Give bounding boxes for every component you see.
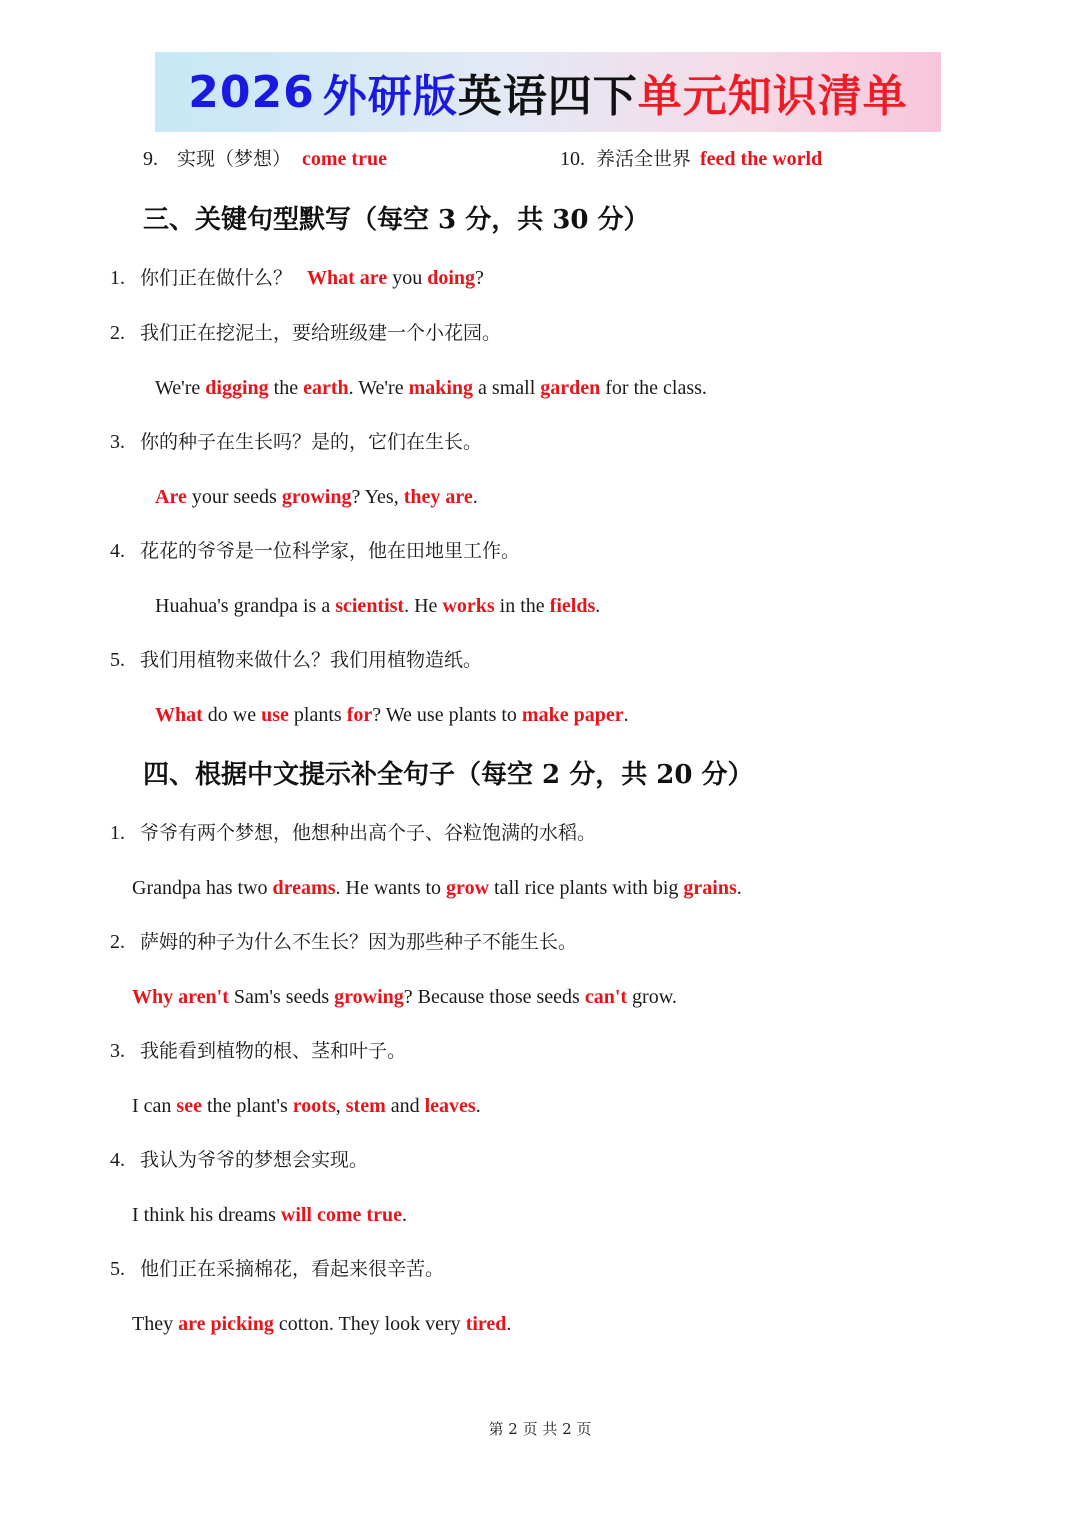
s4-item-3-answer (132, 1093, 481, 1119)
item-chinese: 我们用植物来做什么？我们用植物造纸。 (140, 649, 483, 671)
s3-item-4-prompt (110, 538, 520, 564)
item-number: 4. (110, 1149, 125, 1171)
answer-text: . (736, 877, 742, 899)
answer-text: a small (473, 377, 541, 399)
vocab-english: feed the world (700, 148, 823, 170)
banner-edition: 外研版 (322, 71, 458, 122)
item-chinese: 萨姆的种子为什么不生长？因为那些种子不能生长。 (140, 931, 578, 953)
s3-item-3-prompt (110, 429, 482, 455)
answer-text: . (623, 704, 629, 726)
item-number: 5. (110, 649, 125, 671)
section4-heading: 四、根据中文提示补全句子（每空 2 分，共 20 分） (143, 760, 754, 790)
title-banner (155, 52, 941, 132)
item-number: 4. (110, 540, 125, 562)
answer-fill: make paper (521, 704, 624, 726)
s4-item-2-prompt (110, 929, 577, 955)
s4-item-1-prompt (110, 820, 596, 846)
answer-fill: dreams (272, 877, 336, 899)
answer-fill: growing (281, 486, 352, 508)
s4-item-4-answer (132, 1202, 407, 1228)
answer-text: . (401, 1204, 407, 1226)
answer-fill: tired (465, 1313, 507, 1335)
vocab-number: 9. (143, 148, 158, 170)
item-number: 1. (110, 267, 125, 289)
answer-fill: Are (155, 486, 187, 508)
answer-fill: grow (446, 877, 490, 899)
item-number: 2. (110, 322, 125, 344)
answer-text: ? We use plants to (372, 704, 522, 726)
answer-text: and (385, 1095, 425, 1117)
s4-item-4-prompt (110, 1147, 368, 1173)
answer-text: . He (404, 595, 443, 617)
answer-text: Grandpa has two (132, 877, 273, 899)
item-answer (307, 267, 484, 289)
answer-fill: for (346, 704, 373, 726)
answer-fill: doing (427, 267, 476, 289)
answer-text: plants (288, 704, 347, 726)
answer-fill: earth (303, 377, 349, 399)
item-chinese: 他们正在采摘棉花，看起来很辛苦。 (140, 1258, 445, 1280)
answer-text: , (335, 1095, 346, 1117)
item-number: 1. (110, 822, 125, 844)
vocab-chinese: 实现（梦想） (177, 148, 292, 170)
answer-text: . (472, 486, 478, 508)
s3-item-5-prompt (110, 647, 482, 673)
answer-fill: garden (540, 377, 601, 399)
answer-text: the (268, 377, 304, 399)
section3-heading: 三、关键句型默写（每空 3 分，共 30 分） (143, 205, 650, 235)
answer-text: . We're (348, 377, 409, 399)
s3-item-1-prompt (110, 265, 484, 291)
item-number: 3. (110, 431, 125, 453)
answer-fill: What (155, 704, 203, 726)
item-chinese: 我们正在挖泥土，要给班级建一个小花园。 (140, 322, 502, 344)
item-chinese: 爷爷有两个梦想，他想种出高个子、谷粒饱满的水稻。 (140, 822, 597, 844)
answer-text: you (387, 267, 428, 289)
answer-fill: digging (205, 377, 269, 399)
item-number: 5. (110, 1258, 125, 1280)
vocab-item-9 (143, 146, 387, 172)
answer-text: Huahua's grandpa is a (155, 595, 336, 617)
answer-text: ? Because those seeds (403, 986, 585, 1008)
answer-text: . He wants to (335, 877, 447, 899)
answer-text: I can (132, 1095, 177, 1117)
item-chinese: 我认为爷爷的梦想会实现。 (140, 1149, 369, 1171)
answer-fill: leaves (424, 1095, 476, 1117)
answer-fill: Why aren't (132, 986, 229, 1008)
answer-fill: making (408, 377, 474, 399)
s3-item-4-answer (155, 593, 600, 619)
answer-fill: can't (584, 986, 628, 1008)
vocab-number: 10. (560, 148, 585, 170)
vocab-english: come true (302, 148, 387, 170)
answer-text: your seeds (186, 486, 282, 508)
s4-item-1-answer (132, 875, 742, 901)
answer-text: cotton. They look very (273, 1313, 466, 1335)
s3-item-5-answer (155, 702, 629, 728)
answer-fill: use (261, 704, 289, 726)
answer-text: Sam's seeds (228, 986, 335, 1008)
answer-text: I think his dreams (132, 1204, 281, 1226)
answer-text: ? (475, 267, 484, 289)
answer-text: for the class. (600, 377, 707, 399)
answer-text: . (506, 1313, 512, 1335)
banner-subject: 英语四下 (457, 71, 638, 122)
s3-item-2-prompt (110, 320, 501, 346)
answer-fill: roots (292, 1095, 336, 1117)
banner-topic: 单元知识清单 (637, 71, 908, 122)
item-number: 3. (110, 1040, 125, 1062)
vocab-chinese: 养活全世界 (596, 148, 692, 170)
answer-fill: What are (307, 267, 388, 289)
answer-fill: grains (683, 877, 737, 899)
s4-item-5-answer (132, 1311, 511, 1337)
s4-item-2-answer (132, 984, 677, 1010)
answer-fill: growing (334, 986, 404, 1008)
answer-fill: see (176, 1095, 202, 1117)
answer-text: do we (202, 704, 262, 726)
s4-item-5-prompt (110, 1256, 444, 1282)
answer-text: We're (155, 377, 206, 399)
s4-item-3-prompt (110, 1038, 406, 1064)
answer-text: in the (494, 595, 550, 617)
page-footer: 第 2 页 共 2 页 (488, 1420, 592, 1438)
answer-fill: fields (549, 595, 596, 617)
vocab-item-10 (560, 146, 822, 172)
answer-fill: are picking (178, 1313, 274, 1335)
answer-fill: works (442, 595, 495, 617)
answer-fill: will come true (280, 1204, 402, 1226)
item-chinese: 你的种子在生长吗？是的，它们在生长。 (140, 431, 483, 453)
answer-text: tall rice plants with big (489, 877, 684, 899)
answer-text: . (595, 595, 601, 617)
answer-text: ? Yes, (351, 486, 404, 508)
s3-item-3-answer (155, 484, 478, 510)
answer-fill: they are (403, 486, 473, 508)
answer-fill: stem (345, 1095, 386, 1117)
item-chinese: 你们正在做什么？ (140, 267, 293, 289)
answer-text: the plant's (201, 1095, 293, 1117)
answer-text: grow. (627, 986, 677, 1008)
item-chinese: 我能看到植物的根、茎和叶子。 (140, 1040, 407, 1062)
s3-item-2-answer (155, 375, 707, 401)
banner-year: 2026 (188, 66, 315, 118)
answer-text: They (132, 1313, 179, 1335)
answer-fill: scientist (335, 595, 405, 617)
item-chinese: 花花的爷爷是一位科学家，他在田地里工作。 (140, 540, 521, 562)
answer-text: . (475, 1095, 481, 1117)
item-number: 2. (110, 931, 125, 953)
